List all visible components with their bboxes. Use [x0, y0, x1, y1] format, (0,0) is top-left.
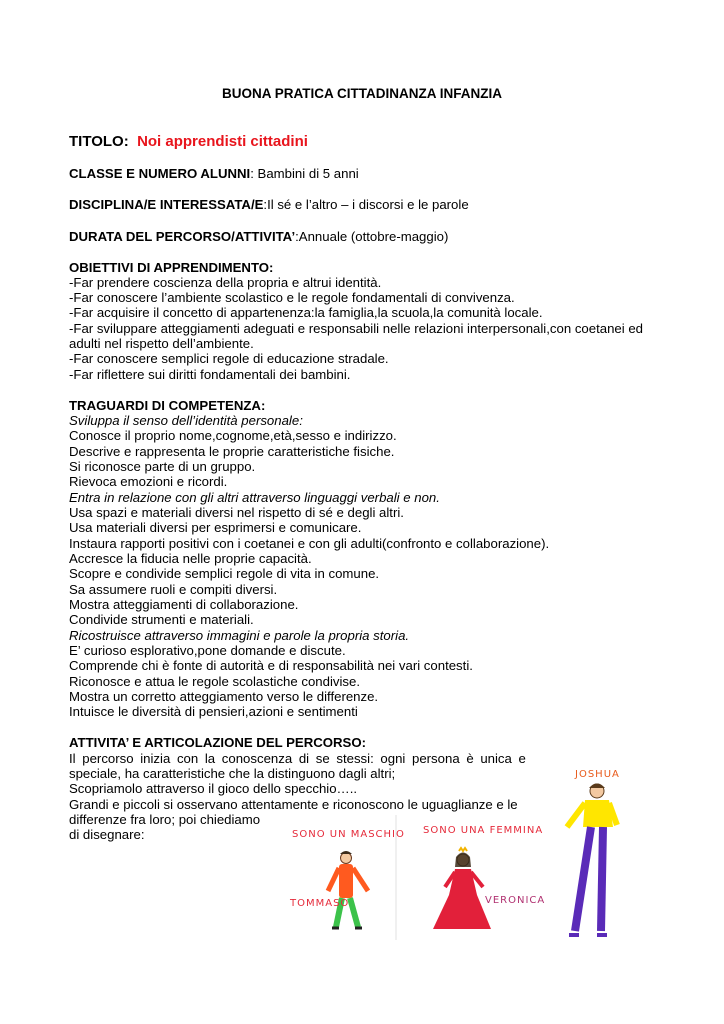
classe-line [69, 166, 359, 182]
boy-drawing [286, 815, 405, 940]
traguardo-item: Scopre e condivide semplici regole di vita in comune. [69, 566, 380, 581]
obiettivo-item: -Far sviluppare atteggiamenti adeguati e responsabili nelle relazioni interpersonali,con coetanei ed [69, 321, 644, 336]
durata-value: :Annuale (ottobre-maggio) [295, 229, 449, 244]
traguardo-item: Rievoca emozioni e ricordi. [69, 474, 228, 489]
classe-value: : Bambini di 5 anni [250, 166, 359, 181]
durata-label: DURATA DEL PERCORSO/ATTIVITA’ [69, 229, 296, 244]
obiettivo-item: -Far acquisire il concetto di appartenenza:la famiglia,la scuola,la comunità locale. [69, 305, 543, 320]
traguardo-item: Conosce il proprio nome,cognome,età,sesso e indirizzo. [69, 428, 397, 443]
traguardo-item: Mostra un corretto atteggiamento verso le differenze. [69, 689, 379, 704]
traguardi-subheading: Ricostruisce attraverso immagini e parole la propria storia. [69, 628, 410, 643]
traguardo-item: Descrive e rappresenta le proprie caratteristiche fisiche. [69, 444, 395, 459]
boy-name: TOMMASO [290, 898, 350, 909]
traguardo-item: Usa spazi e materiali diversi nel rispetto di sé e degli altri. [69, 505, 404, 520]
attivita-line: Scopriamolo attraverso il gioco dello specchio….. [69, 781, 358, 796]
document-heading: BUONA PRATICA CITTADINANZA INFANZIA [222, 86, 502, 101]
disciplina-label: DISCIPLINA/E INTERESSATA/E [69, 197, 264, 212]
titolo-label: TITOLO: [69, 133, 129, 150]
traguardi-subheading: Sviluppa il senso dell’identità personale: [69, 413, 303, 428]
attivita-heading: ATTIVITA’ E ARTICOLAZIONE DEL PERCORSO: [69, 735, 366, 750]
traguardo-item: Usa materiali diversi per esprimersi e comunicare. [69, 520, 362, 535]
traguardo-item: E’ curioso esplorativo,pone domande e discute. [69, 643, 346, 658]
traguardo-item: Instaura rapporti positivi con i coetanei e con gli adulti(confronto e collaborazione). [69, 536, 550, 551]
obiettivo-item: -Far prendere coscienza della propria e altrui identità. [69, 275, 382, 290]
traguardo-item: Accresce la fiducia nelle proprie capacità. [69, 551, 312, 566]
traguardi-subheading: Entra in relazione con gli altri attraverso linguaggi verbali e non. [69, 490, 440, 505]
girl-name: VERONICA [485, 895, 546, 906]
traguardo-item: Intuisce le diversità di pensieri,azioni e sentimenti [69, 704, 358, 719]
tall-figure-name: JOSHUA [575, 769, 620, 780]
titolo-line [69, 134, 308, 150]
classe-label: CLASSE E NUMERO ALUNNI [69, 166, 251, 181]
attivita-line: Il percorso inizia con la conoscenza di se stessi: ogni persona è unica e [69, 751, 526, 766]
attivita-line: speciale, ha caratteristiche che la distinguono dagli altri; [69, 766, 396, 781]
girl-caption: SONO UNA FEMMINA [423, 825, 544, 836]
titolo-value: Noi apprendisti cittadini [137, 133, 308, 150]
obiettivo-item: adulti nel rispetto dell’ambiente. [69, 336, 254, 351]
attivita-line: di disegnare: [69, 827, 145, 842]
disciplina-value: :Il sé e l’altro – i discorsi e le parole [263, 197, 469, 212]
tall-figure-drawing [555, 755, 655, 945]
traguardo-item: Si riconosce parte di un gruppo. [69, 459, 256, 474]
obiettivo-item: -Far conoscere l’ambiente scolastico e le regole fondamentali di convivenza. [69, 290, 515, 305]
obiettivo-item: -Far riflettere sui diritti fondamentali dei bambini. [69, 367, 351, 382]
attivita-line: Grandi e piccoli si osservano attentamente e riconoscono le uguaglianze e le [69, 797, 518, 812]
girl-drawing [415, 815, 546, 940]
obiettivo-item: -Far conoscere semplici regole di educazione stradale. [69, 351, 389, 366]
durata-line [69, 229, 448, 245]
traguardi-heading: TRAGUARDI DI COMPETENZA: [69, 398, 266, 413]
traguardo-item: Sa assumere ruoli e compiti diversi. [69, 582, 278, 597]
obiettivi-heading: OBIETTIVI DI APPRENDIMENTO: [69, 260, 274, 275]
traguardo-item: Riconosce e attua le regole scolastiche condivise. [69, 674, 361, 689]
traguardo-item: Mostra atteggiamenti di collaborazione. [69, 597, 299, 612]
disciplina-line [69, 197, 469, 213]
traguardo-item: Condivide strumenti e materiali. [69, 612, 254, 627]
attivita-line: differenze fra loro; poi chiediamo [69, 812, 261, 827]
boy-caption: SONO UN MASCHIO [292, 829, 405, 840]
traguardo-item: Comprende chi è fonte di autorità e di responsabilità nei vari contesti. [69, 658, 473, 673]
